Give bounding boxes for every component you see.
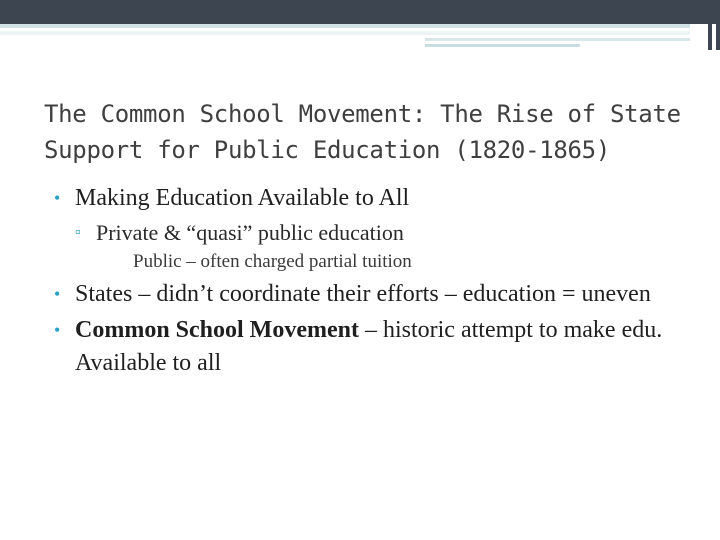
stripe (708, 0, 712, 50)
accent-line (425, 44, 580, 47)
bullet-item (54, 314, 674, 380)
right-stripes (690, 0, 720, 50)
bullet-text: Making Education Available to All (75, 185, 410, 211)
bullet-text: States – didn’t coordinate their efforts – education = uneven (75, 281, 651, 307)
slide-title: The Common School Movement: The Rise of State Support for Public Education (1820-1865) (44, 100, 681, 164)
stripe (716, 0, 720, 50)
bullet-bold-text: Common School Movement (75, 317, 359, 343)
accent-line (0, 24, 690, 28)
accent-line (425, 38, 690, 41)
slide-content (54, 182, 674, 383)
sub-sub-bullet-item (111, 250, 674, 274)
sub-bullet-text: Private & “quasi” public education (96, 220, 404, 245)
bullet-item (54, 278, 674, 311)
bullet-text: – historic attempt to make edu. Available to all (75, 317, 663, 376)
bullet-item (54, 182, 674, 215)
accent-line (0, 31, 690, 35)
top-bar (0, 0, 720, 24)
sub-sub-bullet-text: Public – often charged partial tuition (133, 251, 412, 272)
sub-bullet-item (75, 218, 674, 248)
